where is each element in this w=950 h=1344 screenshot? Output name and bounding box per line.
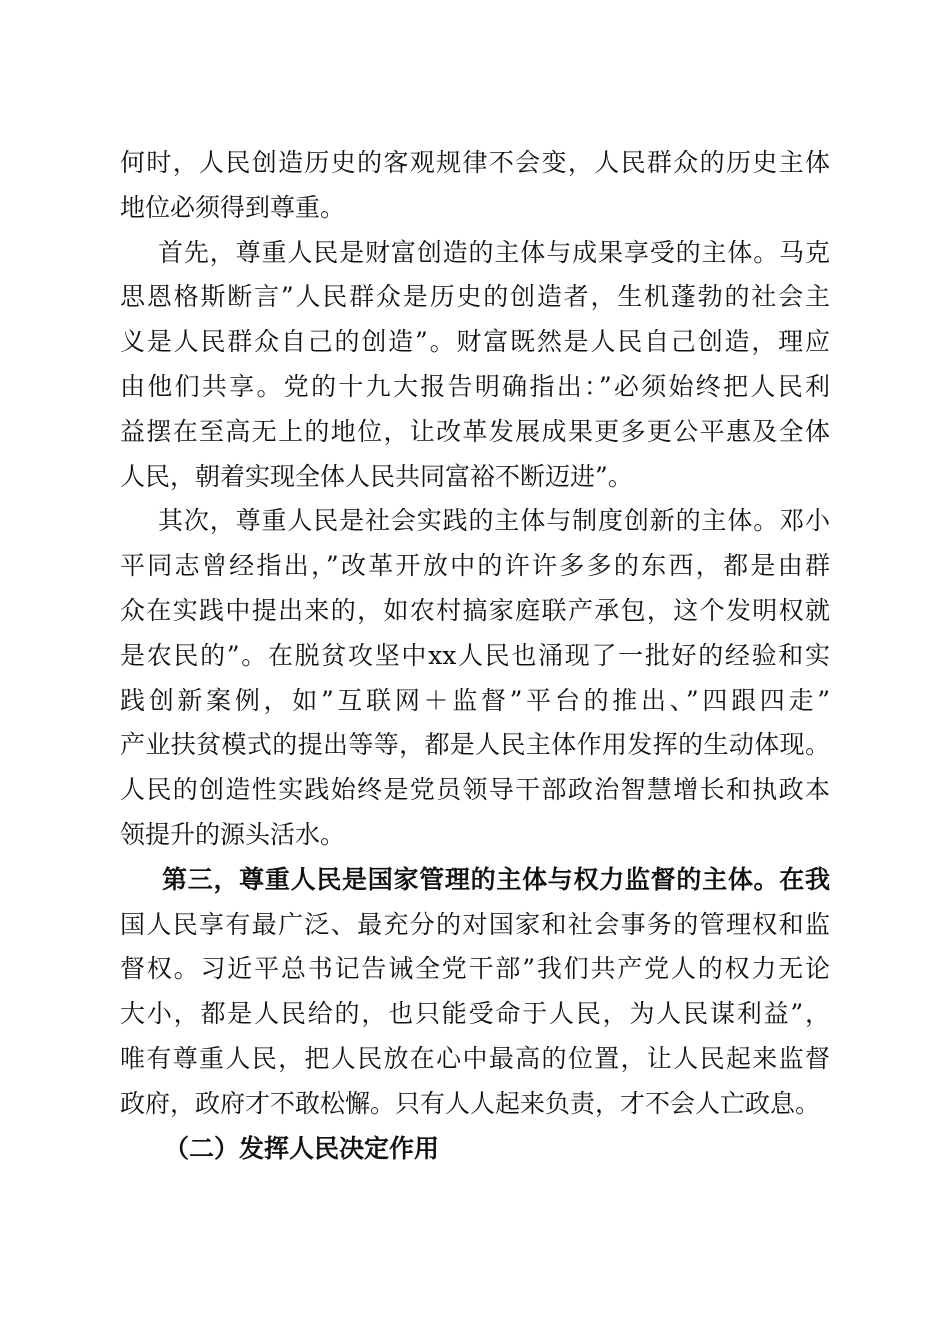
text-line: 众在实践中提出来的，如农村搞家庭联产承包，这个发明权就	[120, 595, 830, 625]
text-line: 大小，都是人民给的，也只能受命于人民，为人民谋利益”，	[120, 999, 830, 1029]
text-line: 是农民的”。在脱贫攻坚中xx人民也涌现了一批好的经验和实	[120, 640, 830, 670]
text-line: 践创新案例，如”互联网＋监督”平台的推出、”四跟四走”	[120, 685, 830, 715]
text-line: 地位必须得到尊重。	[120, 192, 346, 222]
text-line: 领提升的源头活水。	[120, 819, 346, 849]
section-heading-block	[120, 1127, 830, 1172]
text-line: 国人民享有最广泛、最充分的对国家和社会事务的管理权和监	[120, 909, 830, 939]
text-line: 其次，尊重人民是社会实践的主体与制度创新的主体。邓小	[158, 506, 830, 536]
text-line: 督权。习近平总书记告诫全党干部”我们共产党人的权力无论	[120, 954, 830, 984]
text-line: 平同志曾经指出，”改革开放中的许许多多的东西，都是由群	[120, 551, 830, 581]
paragraph-social-practice	[120, 499, 830, 857]
text-line: 首先，尊重人民是财富创造的主体与成果享受的主体。马克	[158, 237, 830, 267]
text-line: 思恩格斯断言”人民群众是历史的创造者，生机蓬勃的社会主	[120, 282, 830, 312]
text-line: 人民，朝着实现全体人民共同富裕不断迈进”。	[120, 461, 633, 491]
text-line: 益摆在至高无上的地位，让改革发展成果更多更公平惠及全体	[120, 416, 830, 446]
paragraph-continuation	[120, 141, 830, 231]
text-line: 人民的创造性实践始终是党员领导干部政治智慧增长和执政本	[120, 775, 830, 805]
text-line: 第三，尊重人民是国家管理的主体与权力监督的主体。在我	[162, 864, 830, 894]
document-body	[120, 141, 830, 1171]
text-line: 唯有尊重人民，把人民放在心中最高的位置，让人民起来监督	[120, 1043, 830, 1073]
section-heading: （二）发挥人民决定作用	[164, 1133, 440, 1163]
text-line: 何时，人民创造历史的客观规律不会变，人民群众的历史主体	[120, 148, 830, 177]
text-line: 政府，政府才不敢松懈。只有人人起来负责，才不会人亡政息。	[120, 1088, 821, 1118]
text-line: 义是人民群众自己的创造”。财富既然是人民自己创造，理应	[120, 327, 830, 357]
paragraph-state-management	[120, 858, 830, 1127]
text-line: 产业扶贫模式的提出等等，都是人民主体作用发挥的生动体现。	[120, 730, 830, 760]
text-line: 由他们共享。党的十九大报告明确指出：”必须始终把人民利	[120, 371, 830, 401]
paragraph-wealth-creation	[120, 231, 830, 500]
